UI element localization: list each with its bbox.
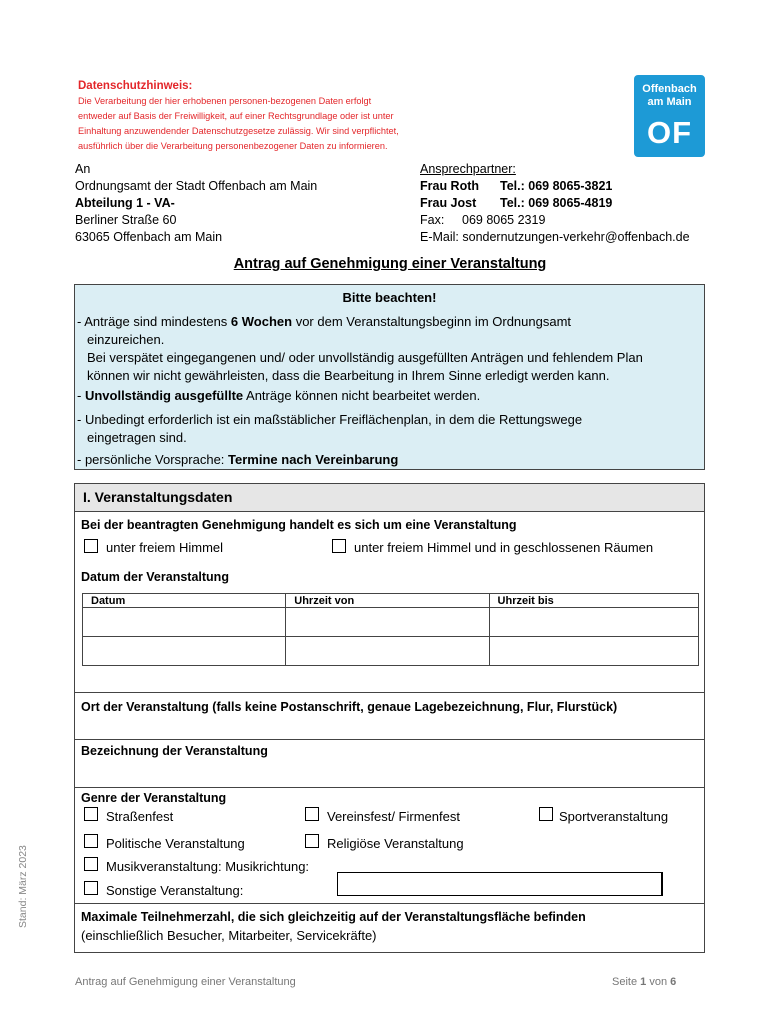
version-note: Stand: März 2023 [17,845,29,928]
outdoor-indoor-checkbox[interactable] [332,539,346,553]
col-date: Datum [83,594,286,608]
genre-religious-label: Religiöse Veranstaltung [327,836,464,851]
address-line: Berliner Straße 60 [75,213,177,227]
date-cell[interactable] [83,637,286,666]
address-line: 63065 Offenbach am Main [75,230,223,244]
logo-line: am Main [647,96,692,108]
contact-name: Frau Roth [420,179,480,193]
genre-street-label: Straßenfest [106,809,174,824]
genre-political-checkbox[interactable] [84,834,98,848]
page-number: Seite 1 von 6 [612,976,677,988]
outdoor-checkbox[interactable] [84,539,98,553]
genre-street-checkbox[interactable] [84,807,98,821]
genre-other-input[interactable] [337,872,663,896]
time-from-cell[interactable] [286,608,489,637]
contact-name: Frau Jost [420,196,477,210]
genre-music-checkbox[interactable] [84,857,98,871]
privacy-line: ausführlich über die Verarbeitung personenbezogener Daten zu informieren. [78,141,388,151]
privacy-title: Datenschutzhinweis: [78,80,193,92]
address-line: An [75,162,91,176]
contact-label: Ansprechpartner: [420,162,516,176]
date-row [83,637,699,666]
location-label: Ort der Veranstaltung (falls keine Postanschrift, genaue Lagebezeichnung, Flur, Flurstück) [81,700,618,714]
recipient-address [75,161,317,246]
logo-text [634,83,705,109]
genre-other-checkbox[interactable] [84,881,98,895]
privacy-text [78,94,450,154]
event-type-label: Bei der beantragten Genehmigung handelt es sich um eine Veranstaltung [81,518,517,532]
genre-sport-checkbox[interactable] [539,807,553,821]
time-to-cell[interactable] [489,637,698,666]
event-name-field[interactable] [75,740,704,788]
notice-line: Bei verspätet eingegangenen und/ oder unvollständig ausgefüllten Anträgen und fehlendem Plan [87,350,643,365]
notice-line: - Anträge sind mindestens 6 Wochen vor dem Veranstaltungsbeginn im Ordnungsamt [77,314,572,329]
section-header: I. Veranstaltungsdaten [75,484,704,512]
address-line: Abteilung 1 - VA- [75,196,175,210]
date-table [82,593,699,666]
genre-political-label: Politische Veranstaltung [106,836,245,851]
notice-line: können wir nicht gewährleisten, dass die Bearbeitung in Ihrem Sinne erledigt werden kann. [87,368,610,383]
genre-sport-label: Sportveranstaltung [559,809,669,824]
notice-line: eingetragen sind. [87,430,187,445]
outdoor-option-label: unter freiem Himmel [106,540,224,555]
notice-box [74,284,705,470]
logo-abbr: OF [646,115,693,150]
notice-line: - Unvollständig ausgefüllte Anträge können nicht bearbeitet werden. [77,388,481,403]
col-time-to: Uhrzeit bis [489,594,698,608]
logo-line: Offenbach [642,83,697,95]
event-name-label: Bezeichnung der Veranstaltung [81,744,268,758]
privacy-line: Die Verarbeitung der hier erhobenen personen-bezogenen Daten erfolgt [78,96,372,106]
location-field[interactable] [75,693,704,740]
genre-club-label: Vereinsfest/ Firmenfest [327,809,460,824]
city-logo [634,75,705,157]
address-line: Ordnungsamt der Stadt Offenbach am Main [75,179,318,193]
genre-music-label: Musikveranstaltung: Musikrichtung: [106,859,310,874]
genre-section [75,788,704,904]
outdoor-indoor-option-label: unter freiem Himmel und in geschlossenen Räumen [354,540,654,555]
notice-title: Bitte beachten! [342,290,437,305]
genre-religious-checkbox[interactable] [305,834,319,848]
notice-line: - persönliche Vorsprache: Termine nach Vereinbarung [77,452,399,467]
privacy-line: Einhaltung anzuwendender Datenschutzgesetze zulässig. Wir sind verpflichtet, [78,126,399,136]
footer-title: Antrag auf Genehmigung einer Veranstaltung [75,976,296,988]
fax-label: Fax: [420,213,445,227]
genre-other-label: Sonstige Veranstaltung: [106,883,244,898]
privacy-line: entweder auf Basis der Freiwilligkeit, auf einer Rechtsgrundlage oder ist unter [78,111,394,121]
date-label: Datum der Veranstaltung [81,570,229,584]
contact-phone: Tel.: 069 8065-3821 [500,179,613,193]
date-row [83,608,699,637]
fax-number: 069 8065 2319 [462,213,546,227]
contact-block [420,161,690,246]
max-participants-label: Maximale Teilnehmerzahl, die sich gleichzeitig auf der Veranstaltungsfläche befinden [81,910,586,924]
genre-club-checkbox[interactable] [305,807,319,821]
event-data-section [74,483,705,953]
contact-phone: Tel.: 069 8065-4819 [500,196,613,210]
max-participants-sublabel: (einschließlich Besucher, Mitarbeiter, Servicekräfte) [81,928,377,943]
col-time-from: Uhrzeit von [286,594,489,608]
time-to-cell[interactable] [489,608,698,637]
genre-label: Genre der Veranstaltung [81,791,227,805]
notice-line: einzureichen. [87,332,165,347]
date-cell[interactable] [83,608,286,637]
page-title: Antrag auf Genehmigung einer Veranstaltung [233,256,547,272]
event-type-date-section [75,512,704,693]
notice-line: - Unbedingt erforderlich ist ein maßstäblicher Freiflächenplan, in dem die Rettungswege [77,412,583,427]
time-from-cell[interactable] [286,637,489,666]
contact-email: E-Mail: sondernutzungen-verkehr@offenbach.de [420,230,690,244]
